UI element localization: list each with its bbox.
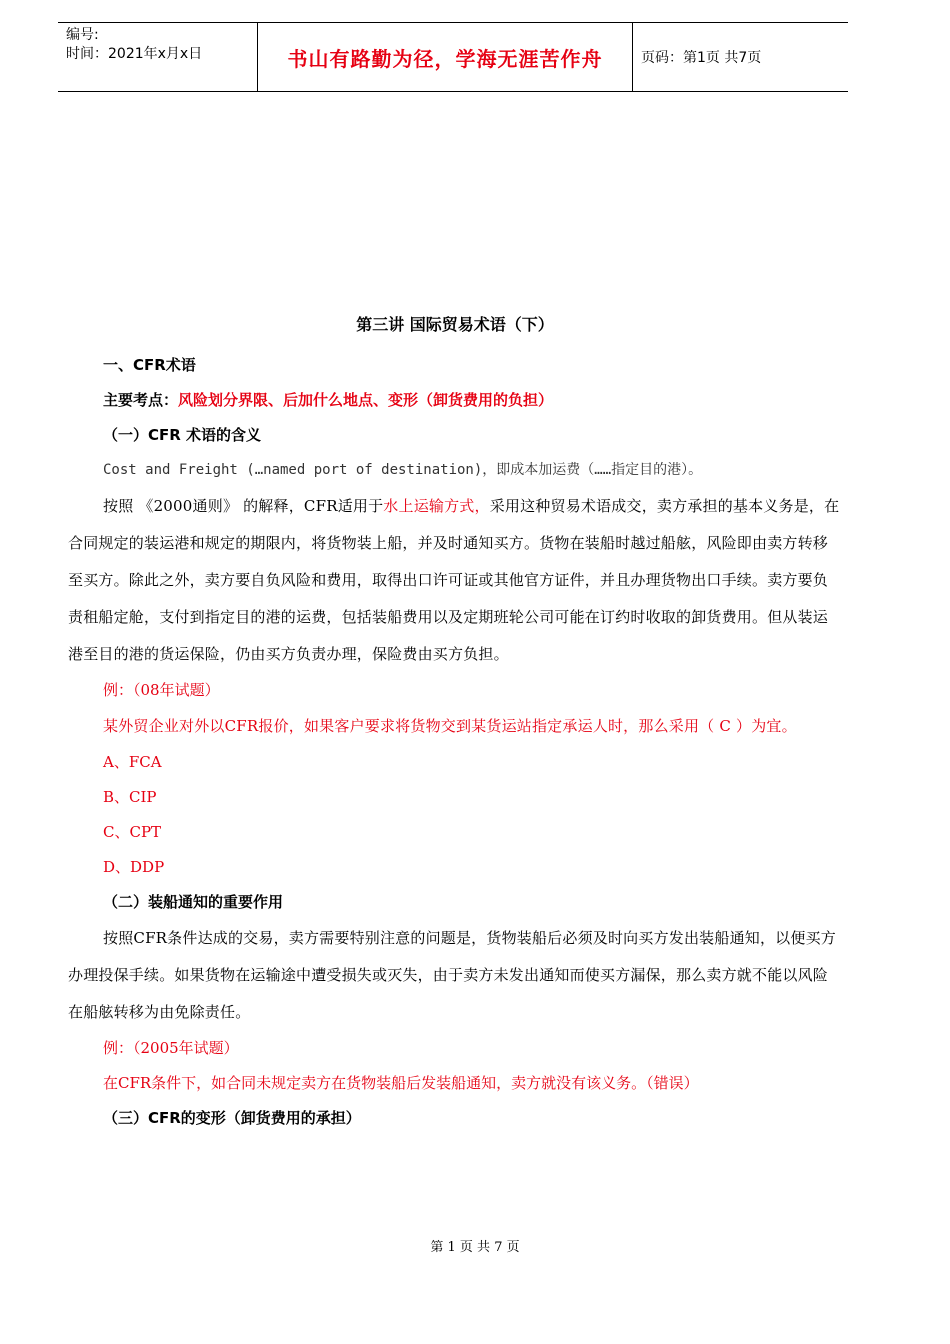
subheading-meaning: （一）CFR 术语的含义 (103, 426, 262, 444)
paragraph-shipping-notice: 按照CFR条件达成的交易，卖方需要特别注意的问题是，货物装船后必须及时向买方发出装船通知，以便买方办理投保手续。如果货物在运输途中遭受损失或灭失，由于卖方未发出通知而使买方漏保，那么卖方就不能以风险在船舷转移为由免除责任。 (68, 929, 836, 1021)
example-label-2: 例：（2005年试题） (103, 1039, 239, 1057)
subheading-cfr-variants: （三）CFR的变形（卸货费用的承担） (103, 1109, 361, 1127)
question-1: 某外贸企业对外以CFR报价，如果客户要求将货物交到某货运站指定承运人时，那么采用（ C ）为宜。 (103, 717, 797, 735)
key-points-text: 风险划分界限、后加什么地点、变形（卸货费用的负担） (178, 391, 554, 409)
option-b: B、CIP (103, 788, 157, 806)
document-body (68, 312, 842, 1136)
para1-highlight: 水上运输方式， (383, 497, 490, 515)
document-title: 第三讲 国际贸易术语（下） (356, 315, 554, 334)
key-points-label: 主要考点： (103, 391, 179, 409)
question-2: 在CFR条件下，如合同未规定卖方在货物装船后发装船通知，卖方就没有该义务。（错误） (103, 1074, 699, 1092)
section-heading-cfr: 一、CFR术语 (103, 356, 196, 374)
para1-text-b: 采用这种贸易术语成交，卖方承担的基本义务是，在合同规定的装运港和规定的期限内，将货物装上船，并及时通知买方。货物在装船时越过船舷，风险即由卖方转移至买方。除此之外，卖方要自负风险和费用，取得出口许可证或其他官方证件，并且办理货物出口手续。卖方要负责租船定舱，支付到指定目的港的运费，包括装船费用以及定期班轮公司可能在订约时收取的卸货费用。但从装运港至目的港的货运保险，仍由买方负责办理，保险费由买方负担。 (68, 497, 840, 663)
para1-text-a: 按照 《2000通则》 的解释，CFR适用于 (103, 497, 384, 515)
number-label: 编号: (66, 27, 99, 43)
header-motto: 书山有路勤为径，学海无涯苦作舟 (258, 23, 633, 91)
page-footer: 第 1 页 共 7 页 (430, 1240, 520, 1255)
cfr-definition: Cost and Freight (…named port of destination)，即成本加运费（……指定目的港）。 (103, 462, 703, 478)
page-header (58, 22, 848, 92)
subheading-shipping-notice: （二）装船通知的重要作用 (103, 893, 284, 911)
key-points (68, 383, 842, 418)
time-label: 时间：2021年x月x日 (66, 46, 203, 62)
option-d: D、DDP (103, 858, 165, 876)
header-meta (58, 23, 258, 91)
option-c: C、CPT (103, 823, 162, 841)
paragraph-cfr-explanation (68, 488, 842, 673)
header-page-info: 页码：第1页 共7页 (641, 50, 762, 66)
example-label-1: 例：（08年试题） (103, 681, 220, 699)
option-a: A、FCA (103, 753, 162, 771)
